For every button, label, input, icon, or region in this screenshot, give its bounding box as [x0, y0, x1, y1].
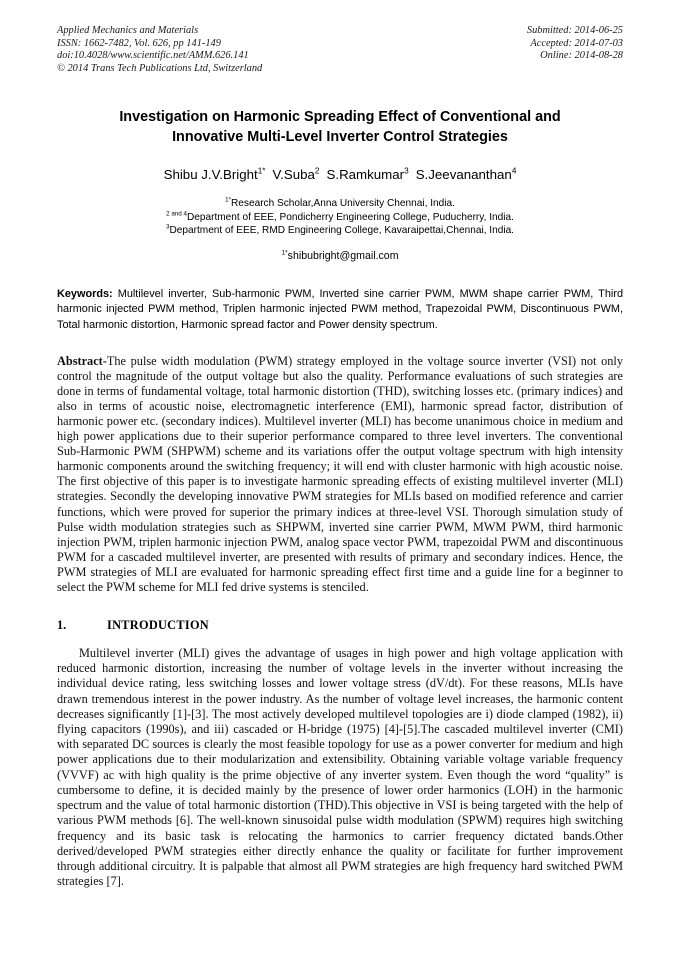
journal-header-right	[408, 25, 623, 63]
section-number: 1.	[57, 618, 67, 633]
journal-header	[57, 25, 623, 77]
author-1	[164, 167, 266, 182]
journal-name: Applied Mechanics and Materials	[57, 25, 199, 36]
section-heading-introduction	[57, 617, 623, 633]
date-online: Online: 2014-08-28	[540, 50, 623, 62]
author-2	[273, 167, 320, 182]
journal-issn-volume: ISSN: 1662-7482, Vol. 626, pp 141-149	[57, 37, 221, 49]
affiliation-2-marker: 2 and 4	[166, 210, 187, 218]
page-content	[57, 25, 623, 889]
journal-copyright: © 2014 Trans Tech Publications Ltd, Switzerland	[57, 62, 263, 74]
affiliation-1-text: Research Scholar,Anna University Chennai, India.	[231, 198, 455, 209]
keywords-block	[57, 287, 623, 334]
author-3	[327, 167, 409, 182]
affiliation-1-marker: 1*	[225, 196, 232, 204]
abstract-text: The pulse width modulation (PWM) strategy employed in the voltage source inverter (VSI) not only control the magnitude of the output voltage but also the quality. Performance evaluations of such strategies are done in terms of fundamental voltage, total harmonic distortion (THD), switching losses etc. (primary indices) and also in terms of acoustic noise, electromagnetic interference (EMI), harmonic spread factor, distribution of harmonic power etc. (secondary indices). Multilevel inverter (MLI) has become unanimous choice in medium and high power applications due to their superior performance compared to three level inverters. The conventional Sub-Harmonic PWM (SHPWM) scheme and its variations offer the output voltage spectrum with high intensity harmonic components around the switching frequency; it will end with cluster harmonic with high acoustic noise. The first objective of this paper is to investigate harmonic spreading effects of existing multilevel inverter (MLI) strategies. Secondly the developing innovative PWM strategies for MLIs based on modified reference and carrier functions, which were proved for superior the primary indices at three-level VSI. Thorough simulation study of Pulse width modulation strategies such as SHPWM, inverted sine carrier PWM, MWM PWM, third harmonic injection PWM, triplen harmonic injection PWM, analog space vector PWM, trapezoidal PWM and discontinuous PWM for a cascaded multilevel inverter, are presented with results of primary and secondary indices. Hence, the PWM strategies of MLI are evaluated for harmonic spreading effect first time and a guide line for a beginner to select the PWM scheme for MLI fed drive systems is stenciled.	[57, 353, 623, 594]
affiliation-1	[57, 197, 623, 211]
journal-doi: doi:10.4028/www.scientific.net/AMM.626.141	[57, 50, 249, 62]
abstract-label: Abstract-	[57, 353, 107, 368]
author-4-name: S.Jeevananthan	[415, 167, 512, 182]
keywords-label: Keywords:	[57, 287, 113, 300]
affiliation-3-marker: 3	[166, 223, 170, 231]
author-2-name: V.Suba	[272, 167, 315, 182]
author-list	[57, 166, 623, 184]
affiliation-list	[57, 197, 623, 238]
affiliation-3-text: Department of EEE, RMD Engineering College, Kavaraipettai,Chennai, India.	[169, 225, 514, 237]
keywords-text: Multilevel inverter, Sub-harmonic PWM, Inverted sine carrier PWM, MWM shape carrier PWM, Third harmonic injected PWM method, Triplen harmonic injected PWM method, Trapezoidal PWM, Discontinuous PWM, Total harmonic distortion, Harmonic spread factor and Power density spectrum.	[57, 287, 623, 331]
author-1-affiliation-marker: 1*	[257, 166, 266, 176]
author-1-name: Shibu J.V.Bright	[163, 167, 258, 182]
title-line-2: Innovative Multi-Level Inverter Control Strategies	[172, 129, 508, 145]
author-4-affiliation-marker: 4	[511, 166, 517, 176]
date-submitted: Submitted: 2014-06-25	[526, 25, 623, 36]
introduction-paragraph: Multilevel inverter (MLI) gives the advantage of usages in high power and high voltage application with reduced harmonic distortion, increasing the number of voltage levels in the inverter without increasing the individual device rating, less switching losses and lower voltage stress (dV/dt). For these reasons, MLIs have drawn tremendous interest in the power industry. As the number of voltage level increases, the harmonic content decreases significantly [1]-[3]. The most actively developed multilevel topologies are i) diode clamped (1982), ii) flying capacitors (1990s), and iii) cascaded or H-bridge (1975) [4]-[5].The cascaded multilevel inverter (CMI) with separated DC sources is clearly the most feasible topology for use as a power converter for medium and high power applications due to their modularization and extensibility. Obtaining variable voltage variable frequency (VVVF) ac with high quality is the prime objective of any inverter system. Even though the word “quality” is cumbersome to define, it is decided mainly by the presence of lower order harmonics (LOH) in the harmonic spectrum and the value of total harmonic distortion (THD).This objective in VSI is being targeted with the help of various PWM methods [6]. The well-known sinusoidal pulse width modulation (SPWM) requires high switching frequency and its basic task is relocating the harmonics to carrier frequency dictated bands.Other derived/developed PWM strategies either directly enhance the quality or facilitate for further improvement through additional circuitry. It is palpable that almost all PWM strategies are high frequency hard switched PWM strategies [7].	[57, 646, 623, 889]
abstract-block	[57, 354, 623, 596]
corresponding-email[interactable]	[57, 250, 623, 262]
page-title	[57, 107, 623, 147]
journal-header-left	[57, 25, 408, 75]
author-4	[416, 167, 517, 182]
affiliation-3	[57, 224, 623, 238]
author-3-affiliation-marker: 3	[404, 166, 409, 176]
email-marker: 1*	[281, 249, 288, 257]
author-2-affiliation-marker: 2	[314, 166, 320, 176]
title-line-1: Investigation on Harmonic Spreading Effect of Conventional and	[119, 109, 561, 125]
section-title: INTRODUCTION	[107, 618, 209, 633]
date-accepted: Accepted: 2014-07-03	[530, 37, 623, 49]
author-3-name: S.Ramkumar	[326, 167, 405, 182]
affiliation-2	[57, 211, 623, 225]
affiliation-2-text: Department of EEE, Pondicherry Engineering College, Puducherry, India.	[186, 211, 514, 223]
email-address: shibubright@gmail.com	[287, 249, 399, 262]
